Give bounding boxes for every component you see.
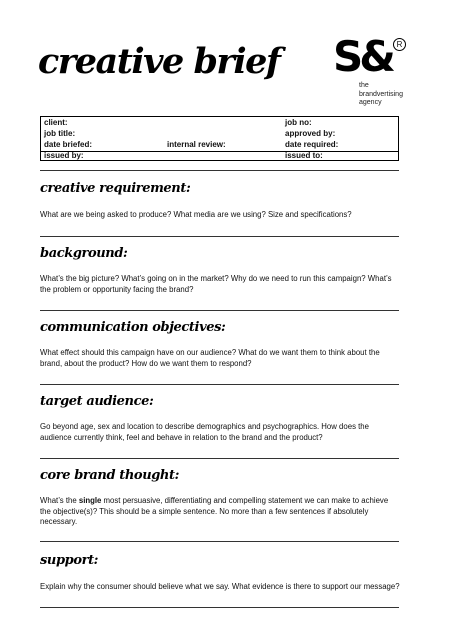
body-line (40, 496, 402, 507)
body-line: the objective(s)? This should be a simple sentence. No more than a few sentences if absolutely (40, 506, 369, 516)
issued-to-label: issued to: (285, 151, 323, 160)
section-divider (40, 170, 399, 171)
section-heading-support: support: (40, 553, 99, 568)
section-body-communication-objectives (40, 348, 402, 369)
body-line: Go beyond age, sex and location to describe demographics and psychographics. How does the (40, 422, 369, 431)
issued-by-label: issued by: (44, 151, 84, 160)
section-divider (40, 607, 399, 608)
logo-tagline-line: the (359, 82, 369, 89)
section-body-core-brand-thought (40, 496, 402, 528)
body-text: most persuasive, differentiating and compelling statement we can make to achieve (101, 496, 389, 505)
page-title: creative brief (38, 41, 280, 82)
body-line: Explain why the consumer should believe what we say. What evidence is there to support our message? (40, 582, 400, 591)
section-heading-communication-objectives: communication objectives: (40, 320, 226, 335)
section-body-creative-requirement (40, 210, 402, 221)
section-divider (40, 384, 399, 385)
section-divider (40, 541, 399, 542)
date-required-label: date required: (285, 140, 339, 149)
date-briefed-label: date briefed: (44, 140, 93, 149)
section-divider (40, 236, 399, 237)
body-line: brand, about the product? How do we want them to respond? (40, 358, 252, 368)
info-box-divider (41, 151, 398, 152)
client-label: client: (44, 118, 68, 127)
section-body-background (40, 274, 402, 295)
section-divider (40, 458, 399, 459)
body-line: What’s the big picture? What’s going on in the market? Why do we need to run this campaign? What’s (40, 274, 392, 283)
section-body-support (40, 582, 402, 593)
registered-icon: R (393, 38, 406, 51)
body-line: What are we being asked to produce? What media are we using? Size and specifications? (40, 210, 352, 219)
logo-tagline-line: brandvertising (359, 90, 403, 98)
section-heading-core-brand-thought: core brand thought: (40, 468, 179, 483)
body-line: necessary. (40, 517, 78, 526)
section-divider (40, 310, 399, 311)
internal-review-label: internal review: (167, 140, 226, 149)
body-text: What’s the (40, 496, 79, 505)
approved-by-label: approved by: (285, 129, 336, 138)
section-heading-target-audience: target audience: (40, 394, 154, 409)
agency-logo (333, 32, 413, 116)
logo-tagline (359, 82, 403, 108)
body-line: What effect should this campaign have on our audience? What do we want them to think about the (40, 348, 380, 357)
section-heading-background: background: (40, 246, 128, 261)
section-heading-creative-requirement: creative requirement: (40, 181, 191, 196)
job-info-box (40, 116, 399, 161)
logo-tagline-line: agency (359, 99, 382, 106)
emphasis-text: single (78, 496, 102, 505)
body-line: audience currently think, feel and behave in relation to the brand and the product? (40, 432, 323, 442)
body-line: the problem or opportunity facing the brand? (40, 284, 194, 294)
section-body-target-audience (40, 422, 402, 443)
logo-mark: S& (333, 32, 392, 81)
job-title-label: job title: (44, 129, 76, 138)
job-no-label: job no: (285, 118, 312, 127)
